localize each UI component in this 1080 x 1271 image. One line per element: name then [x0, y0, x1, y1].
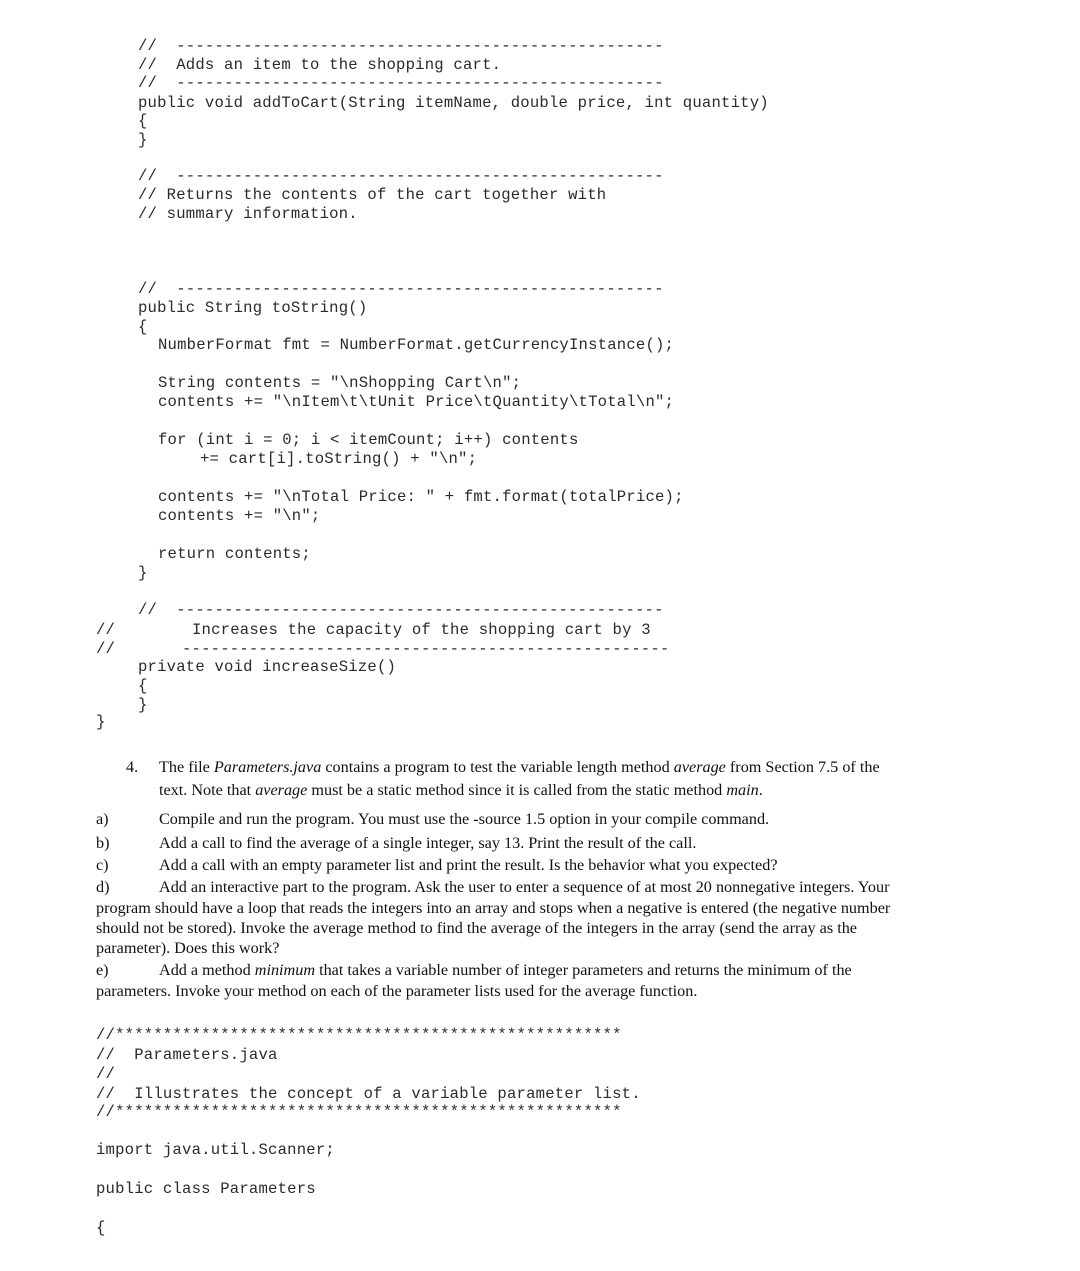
code-line: { [96, 1219, 106, 1237]
item-b-label: b) [96, 834, 110, 852]
question-intro-line-2: text. Note that average must be a static method since it is called from the static method main. [159, 781, 763, 799]
code-line: } [138, 564, 148, 582]
code-line: // Adds an item to the shopping cart. [138, 56, 502, 74]
code-line: contents += "\nTotal Price: " + fmt.format(totalPrice); [158, 488, 684, 506]
code-line: import java.util.Scanner; [96, 1141, 335, 1159]
item-e-label: e) [96, 961, 109, 979]
item-c-label: c) [96, 856, 109, 874]
code-line: } [138, 131, 148, 149]
code-line: { [138, 318, 148, 336]
code-line: // [96, 1065, 116, 1083]
code-line: { [138, 677, 148, 695]
code-line: // Parameters.java [96, 1046, 278, 1064]
item-a-text: Compile and run the program. You must use the -source 1.5 option in your compile command. [159, 810, 770, 828]
code-line: { [138, 112, 148, 130]
code-line: // Illustrates the concept of a variable parameter list. [96, 1085, 641, 1103]
item-d-line-4: parameter). Does this work? [96, 939, 280, 957]
code-line: private void increaseSize() [138, 658, 397, 676]
item-d-label: d) [96, 878, 110, 896]
item-d-line-3: should not be stored). Invoke the average method to find the average of the integers in the array (send the array as the [96, 919, 857, 937]
code-line: // --------------------------------------------------- [138, 74, 664, 92]
code-line: // [96, 640, 116, 658]
code-line: } [138, 696, 148, 714]
item-e-line-1: Add a method minimum that takes a variable number of integer parameters and returns the minimum of the [159, 961, 852, 979]
code-line: // --------------------------------------------------- [138, 37, 664, 55]
code-line: --------------------------------------------------- [182, 640, 670, 658]
code-line: //***************************************************** [96, 1026, 622, 1044]
code-line: // --------------------------------------------------- [138, 167, 664, 185]
code-line: for (int i = 0; i < itemCount; i++) contents [158, 431, 579, 449]
code-line: += cart[i].toString() + "\n"; [200, 450, 478, 468]
code-line: String contents = "\nShopping Cart\n"; [158, 374, 522, 392]
item-a-label: a) [96, 810, 109, 828]
code-line: //***************************************************** [96, 1103, 622, 1121]
code-line: contents += "\n"; [158, 507, 321, 525]
code-line: } [96, 713, 106, 731]
item-c-text: Add a call with an empty parameter list and print the result. Is the behavior what you expected? [159, 856, 778, 874]
code-line: public class Parameters [96, 1180, 316, 1198]
question-intro-line-1: The file Parameters.java contains a program to test the variable length method average from Section 7.5 of the [159, 758, 880, 776]
item-d-line-2: program should have a loop that reads the integers into an array and stops when a negative is entered (the negative number [96, 899, 891, 917]
code-line: Increases the capacity of the shopping cart by 3 [192, 621, 651, 639]
item-d-line-1: Add an interactive part to the program. Ask the user to enter a sequence of at most 20 nonnegative integers. Your [159, 878, 890, 896]
code-line: // --------------------------------------------------- [138, 280, 664, 298]
code-line: // summary information. [138, 205, 358, 223]
code-line: NumberFormat fmt = NumberFormat.getCurrencyInstance(); [158, 336, 675, 354]
code-line: // [96, 621, 116, 639]
code-line: // --------------------------------------------------- [138, 601, 664, 619]
question-number: 4. [126, 758, 139, 776]
code-line: public void addToCart(String itemName, double price, int quantity) [138, 94, 769, 112]
item-b-text: Add a call to find the average of a single integer, say 13. Print the result of the call. [159, 834, 697, 852]
item-e-line-2: parameters. Invoke your method on each of the parameter lists used for the average function. [96, 982, 698, 1000]
code-line: public String toString() [138, 299, 368, 317]
code-line: contents += "\nItem\t\tUnit Price\tQuantity\tTotal\n"; [158, 393, 675, 411]
code-line: return contents; [158, 545, 311, 563]
code-line: // Returns the contents of the cart together with [138, 186, 607, 204]
